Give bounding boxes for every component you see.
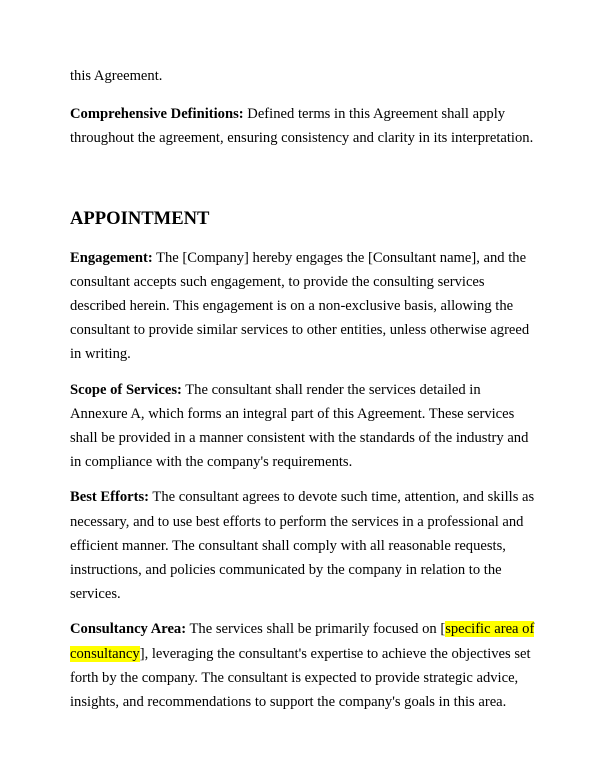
efforts-paragraph (70, 485, 540, 606)
definitions-paragraph (70, 102, 540, 150)
engagement-text: The [Company] hereby engages the [Consultant name], and the consultant accepts such engagement, to provide the consulting services described herein. This engagement is on a non-exclusive basis, allowing the consultant to provide similar services to other entities, unless otherwise agreed in writing. (70, 249, 530, 363)
engagement-term: Engagement: (70, 249, 153, 266)
scope-paragraph (70, 378, 540, 475)
definitions-term: Comprehensive Definitions: (70, 106, 244, 123)
area-text-before: The services shall be primarily focused on [ (186, 621, 446, 638)
efforts-text: The consultant agrees to devote such time, attention, and skills as necessary, and to use best efforts to perform the services in a professional and efficient manner. The consultant shall comply with all reasonable requests, instructions, and policies communicated by the company in relation to the services. (70, 489, 535, 603)
definitions-text: Defined terms in this Agreement shall apply throughout the agreement, ensuring consistency and clarity in its interpretation. (70, 106, 534, 147)
area-paragraph (70, 617, 540, 714)
placeholder-highlight-2: consultancy (70, 645, 140, 662)
area-term: Consultancy Area: (70, 621, 187, 638)
engagement-paragraph (70, 246, 540, 367)
document-page (70, 64, 540, 725)
efforts-term: Best Efforts: (70, 489, 150, 506)
scope-text: The consultant shall render the services detailed in Annexure A, which forms an integral part of this Agreement. These services shall be provided in a manner consistent with the standards of the industry and in compliance with the company's requirements. (70, 381, 529, 471)
section-heading: APPOINTMENT (70, 207, 210, 229)
area-text-after: ], leveraging the consultant's expertise to achieve the objectives set forth by the company. The consultant is expected to provide strategic advice, insights, and recommendations to support the company's goals in this area. (70, 645, 531, 711)
placeholder-highlight-1: specific area of (445, 621, 535, 638)
continued-text: this Agreement. (70, 68, 163, 84)
scope-term: Scope of Services: (70, 381, 182, 398)
